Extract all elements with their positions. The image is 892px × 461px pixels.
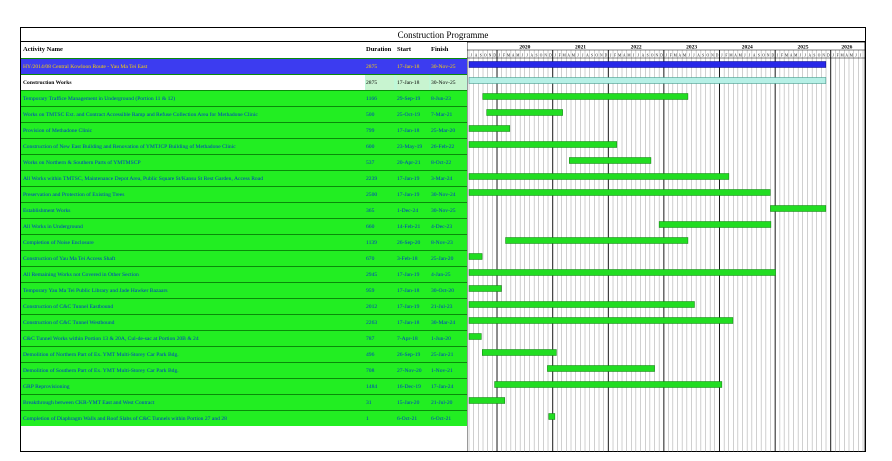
activity-start: 29-Sep-19 [397,96,421,102]
month-label: N [544,53,548,58]
activity-row[interactable] [21,138,467,154]
activity-duration: 787 [366,336,375,342]
month-label: A [752,53,756,58]
activity-start: 17-Jan-18 [397,288,420,294]
task-bar [495,382,722,388]
month-label: M [516,53,520,58]
activity-duration: 1484 [366,384,378,390]
activity-start: 16-Dec-19 [397,384,421,390]
month-label: M [506,53,511,58]
activity-name: Temporary Traffice Management in Underground (Portion 11 & 12) [23,96,176,102]
month-label: S [591,53,594,58]
month-label: S [479,53,482,58]
month-label: J [526,53,528,58]
month-label: A [511,53,515,58]
activity-row[interactable] [21,154,467,170]
activity-finish: 8-Oct-22 [431,160,452,166]
activity-duration: 365 [366,208,375,214]
activity-duration: 2945 [366,272,378,278]
month-label: D [827,53,830,58]
activity-duration: 799 [366,128,375,134]
activity-name: Works on TMTSC Ext. and Contract Accessible Ramp and Refuse Collection Area for Methadone Clinic [23,112,258,118]
activity-row[interactable] [21,58,467,74]
month-label: A [697,53,700,58]
year-label: 2025 [797,44,809,51]
task-bar [469,126,510,132]
month-label: J [855,53,857,58]
task-bar [469,302,694,308]
activity-name: Completion of Noise Enclosure [23,240,94,246]
month-label: D [493,53,496,58]
activity-row[interactable] [21,362,467,378]
task-bar [469,78,826,84]
month-label: S [535,53,538,58]
month-label: N [599,53,603,58]
activity-name: Demolition of Northern Part of Ex. YMT Multi-Storey Car Park Bdg. [23,352,179,358]
activity-duration: 537 [366,160,375,166]
activity-name: Construction of New East Building and Renovation of YMTJCP Building of Methadone Clinic [23,144,236,150]
month-label: S [813,53,816,58]
month-label: F [558,53,561,58]
month-label: F [836,53,839,58]
month-label: S [702,53,705,58]
activity-name: Completion of Diaphragm Walls and Roof Slabs of C&C Tunnels within Portion 27 and 28 [23,416,227,422]
month-label: O [539,53,543,58]
task-bar [469,398,505,404]
month-label: N [822,53,826,58]
activity-row[interactable] [21,90,467,106]
task-bar [469,254,482,260]
activity-duration: 2875 [366,64,378,70]
month-label: M [849,53,853,58]
month-label: J [609,53,612,58]
month-label: A [567,53,571,58]
activity-duration: 2012 [366,304,378,310]
month-label: A [808,53,812,58]
activity-start: 7-Apr-18 [397,336,418,342]
month-label: A [530,53,534,58]
activity-finish: 30-Nov-25 [431,208,456,214]
activity-name: All Remaining Works not Covered in Other Section [23,272,139,278]
month-label: J [637,53,639,58]
construction-programme-chart [20,27,866,452]
activity-duration: 660 [366,224,375,230]
activity-row[interactable] [21,234,467,250]
month-label: J [581,53,584,58]
activity-name: Construction of C&C Tunnel Eastbound [23,304,114,310]
activity-duration: 1166 [366,96,377,102]
activity-row[interactable] [21,74,467,90]
activity-name: Construction of C&C Tunnel Westbound [23,320,115,326]
activity-finish: 30-Nov-25 [431,64,456,70]
month-label: N [488,53,492,58]
activity-row[interactable] [21,378,467,394]
activity-name: HY/2014/08 Central Kowloon Route - Yau Ma Tei East [23,64,148,70]
month-label: D [604,53,608,58]
month-label: J [776,53,779,58]
month-label: N [655,53,659,58]
month-label: F [502,53,505,58]
month-label: J [470,53,473,58]
activity-name: Works on Northern & Southern Parts of YMTMSCP [23,160,141,166]
month-label: A [641,53,645,58]
activity-row[interactable] [21,122,467,138]
activity-duration: 1 [366,416,369,422]
activity-start: 3-Feb-18 [397,256,418,262]
activity-finish: 30-Nov-24 [431,192,456,198]
activity-finish: 25-Jan-20 [431,256,454,262]
activity-duration: 708 [366,368,375,374]
activity-finish: 1-Nov-21 [431,368,453,374]
activity-duration: 959 [366,288,375,294]
month-label: O [595,53,598,58]
activity-start: 6-Oct-21 [397,416,418,422]
month-label: A [734,53,737,58]
month-label: A [678,53,682,58]
year-label: 2020 [519,44,531,51]
activity-table [21,42,467,452]
activity-name: Demolition of Southern Part of Ex. YMT Multi-Storey Car Park Bdg. [23,368,179,374]
activity-finish: 21-Jul-23 [431,304,453,310]
activity-row[interactable] [21,106,467,122]
month-label: J [832,53,834,58]
month-label: N [711,53,714,58]
month-label: O [484,53,487,58]
activity-name: Preservation and Protection of Existing Trees [23,192,125,198]
activity-name: C&C Tunnel Works within Portion 13 & 20A, Cul-de-sac at Portion 20B & 24 [23,336,199,342]
activity-name: All Works in Underground [23,224,83,230]
activity-start: 17-Jan-18 [397,128,420,134]
activity-name: Establishment Works [23,208,71,214]
activity-duration: 496 [366,352,375,358]
activity-start: 23-May-19 [397,144,423,150]
activity-row[interactable] [21,314,467,330]
activity-name: Temporary Yau Ma Tei Public Library and Jade Hawker Bazaars [23,288,168,294]
start-header: Start [397,46,412,53]
activity-start: 25-Oct-19 [397,112,420,118]
activity-name: GRP Reprovisioning [23,384,70,390]
month-label: J [744,53,746,58]
activity-finish: 4-Dec-23 [431,224,453,230]
task-bar [770,206,825,212]
task-bar [659,222,771,228]
month-label: M [627,53,631,58]
activity-finish: 8-Jun-23 [431,96,451,102]
month-label: S [757,53,760,58]
month-label: F [614,53,617,58]
month-label: D [715,53,719,58]
activity-start: 1-Dec-24 [397,208,419,214]
activity-duration: 2500 [366,192,378,198]
month-label: J [665,53,667,58]
month-label: D [660,53,663,58]
month-label: M [673,53,677,58]
activity-start: 17-Jan-18 [397,75,429,91]
task-bar [469,174,729,180]
year-label: 2023 [686,44,698,51]
task-bar [469,142,617,148]
month-label: A [789,53,793,58]
activity-start: 17-Jan-19 [397,192,420,198]
chart-title: Construction Programme [21,28,865,42]
month-label: J [521,53,524,58]
month-label: S [646,53,649,58]
activity-start: 17-Jan-18 [397,320,420,326]
month-label: J [554,53,556,58]
month-label: A [845,53,849,58]
activity-finish: 1-Jun-20 [431,336,451,342]
activity-name: Provision of Methadone Clinic [23,128,93,134]
activity-row[interactable] [21,330,467,346]
month-label: M [682,53,687,58]
activity-row[interactable] [21,346,467,362]
month-label: J [577,53,579,58]
activity-row[interactable] [21,186,467,202]
activity-finish: 6-Oct-21 [431,416,452,422]
task-bar [469,318,733,324]
activity-row[interactable] [21,218,467,234]
month-label: M [784,53,789,58]
activity-duration: 1139 [366,240,377,246]
activity-finish: 26-Feb-22 [431,144,455,150]
activity-duration: 2875 [366,75,394,91]
activity-duration: 2239 [366,176,378,182]
activity-start: 26-Sep-20 [397,240,421,246]
activity-start: 15-Jan-20 [397,400,420,406]
month-label: M [794,53,798,58]
month-label: O [706,53,710,58]
activity-row[interactable] [21,170,467,186]
task-bar [469,334,481,340]
activity-start: 20-Apr-21 [397,160,421,166]
activity-finish: 30-Nov-25 [431,75,466,91]
task-bar [569,158,651,164]
month-label: A [586,53,589,58]
task-bar [482,350,556,356]
month-label: D [549,53,552,58]
year-label: 2022 [630,44,642,51]
activity-finish: 21-Jul-20 [431,400,453,406]
activity-row[interactable] [21,202,467,218]
activity-row[interactable] [21,250,467,266]
task-bar [549,414,555,420]
activity-duration: 500 [366,112,375,118]
activity-duration: 600 [366,144,375,150]
activity-name: Construction Works [21,75,365,91]
month-label: J [799,53,802,58]
month-label: N [766,53,770,58]
activity-finish: 25-Jan-21 [431,352,454,358]
task-bar [547,366,654,372]
activity-row[interactable] [21,266,467,282]
task-bar [469,190,770,196]
activity-finish: 30-Mar-24 [431,320,456,326]
activity-row[interactable] [21,394,467,410]
year-label: 2026 [841,44,853,51]
month-label: F [781,53,784,58]
task-bar [487,110,563,116]
activity-start: 27-Nov-20 [397,368,422,374]
month-label: F [669,53,672,58]
activity-finish: 25-Mar-20 [431,128,456,134]
month-label: J [688,53,690,58]
month-label: J [748,53,751,58]
month-label: D [771,53,775,58]
month-label: J [693,53,695,58]
duration-header: Duration [366,46,392,53]
year-label: 2021 [575,44,587,51]
task-bar [506,238,688,244]
activity-duration: 670 [366,256,375,262]
task-bar [483,94,688,100]
month-label: M [840,53,844,58]
activity-finish: 4-Jan-25 [431,272,451,278]
activity-name-header: Activity Name [23,46,63,53]
activity-start: 14-Feb-21 [397,224,421,230]
month-label: A [622,53,626,58]
month-label: J [804,53,806,58]
task-bar [469,62,826,68]
month-label: O [762,53,765,58]
activity-name: All Works within TMTSC, Maintenance Depot Area, Public Square St/Kansu St Rest Garden, Access Road [23,176,263,182]
activity-start: 17-Jan-19 [397,176,420,182]
activity-start: 17-Jan-18 [397,64,420,70]
month-label: J [632,53,635,58]
activity-start: 17-Jan-19 [397,304,420,310]
activity-finish: 3-Mar-24 [431,176,453,182]
month-label: M [562,53,566,58]
activity-finish: 30-Oct-20 [431,288,454,294]
month-label: M [571,53,575,58]
task-bar [469,270,776,276]
year-label: 2024 [741,44,753,51]
activity-finish: 7-Mar-21 [431,112,453,118]
activity-finish: 17-Jan-24 [431,384,454,390]
month-label: A [474,53,478,58]
gantt-chart [467,42,865,452]
activity-name: Construction of Yau Ma Tei Access Shaft [23,256,116,262]
month-label: O [650,53,654,58]
activity-row[interactable] [21,298,467,314]
task-bar [469,286,501,292]
activity-start: 26-Sep-19 [397,352,421,358]
activity-row[interactable] [21,282,467,298]
month-label: O [817,53,821,58]
activity-duration: 2263 [366,320,378,326]
activity-duration: 31 [366,400,372,406]
activity-finish: 8-Nov-23 [431,240,453,246]
month-label: M [618,53,622,58]
month-label: M [738,53,742,58]
month-label: J [498,53,501,58]
activity-row[interactable] [21,410,467,426]
month-label: J [859,53,862,58]
activity-start: 17-Jan-19 [397,272,420,278]
activity-name: Breakthrough between CKR-YMT East and West Contract [23,400,155,406]
month-label: F [725,53,728,58]
gantt-border [467,42,865,452]
month-label: M [729,53,733,58]
finish-header: Finish [431,46,449,53]
month-label: J [721,53,723,58]
